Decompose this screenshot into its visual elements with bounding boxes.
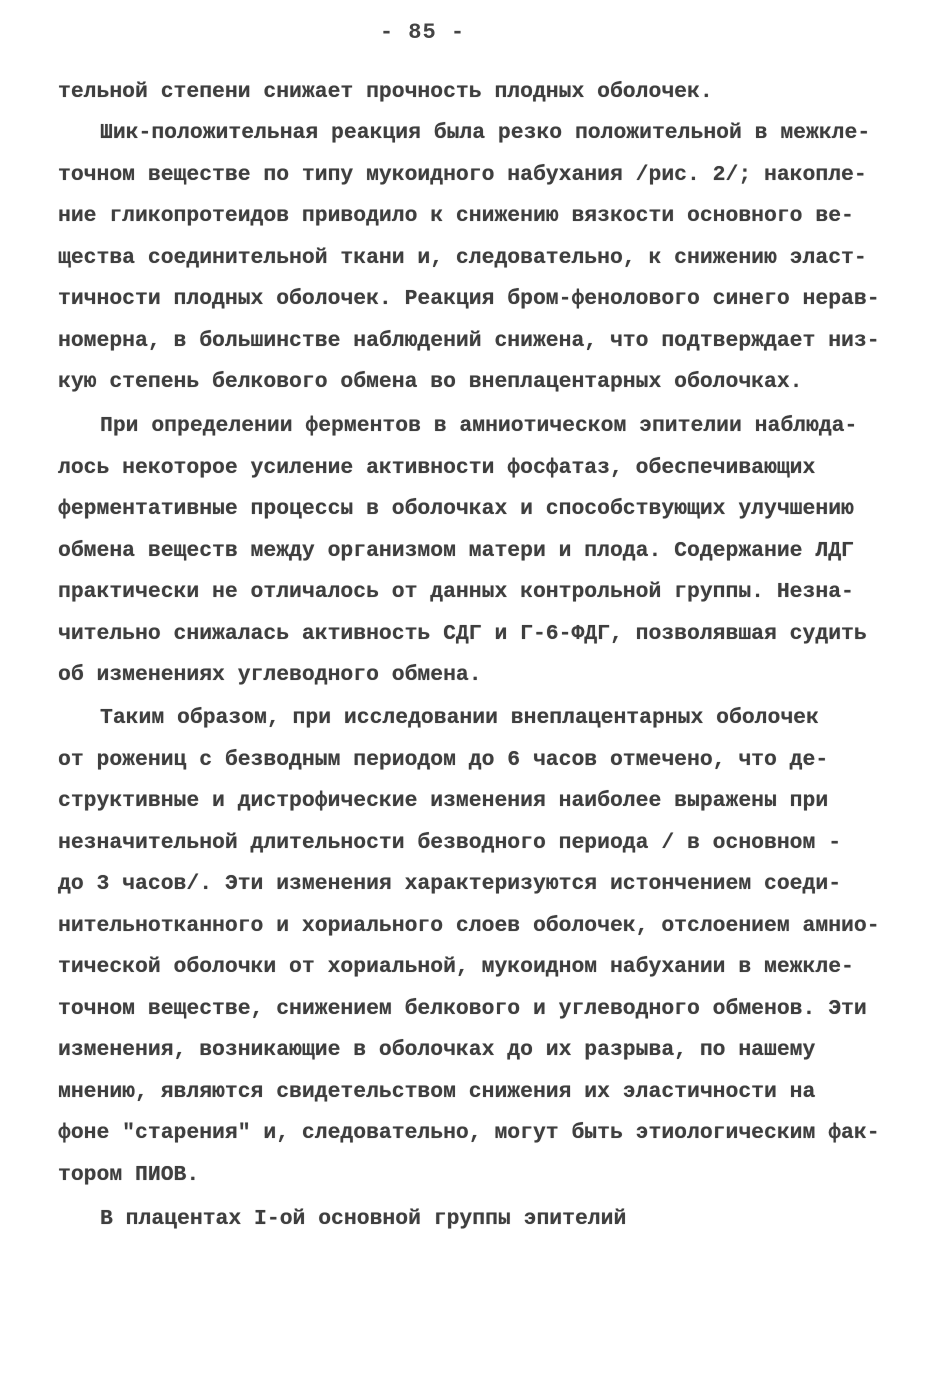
text-line: мнению, являются свидетельством снижения их эластичности на bbox=[58, 1080, 816, 1104]
text-line: тической оболочки от хориальной, мукоидном набухании в межкле- bbox=[58, 955, 854, 979]
text-line: фоне "старения" и, следовательно, могут быть этиологическим фак- bbox=[58, 1121, 880, 1145]
text-line: ние гликопротеидов приводило к снижению вязкости основного ве- bbox=[58, 204, 854, 228]
text-line: тором ПИОВ. bbox=[58, 1163, 200, 1187]
text-line: Шик-положительная реакция была резко положительной в межкле- bbox=[100, 121, 871, 145]
text-line: чительно снижалась активность СДГ и Г-6-ФДГ, позволявшая судить bbox=[58, 622, 867, 646]
text-line: В плацентах I-ой основной группы эпителий bbox=[100, 1207, 627, 1231]
text-line: щества соединительной ткани и, следовательно, к снижению эласт- bbox=[58, 246, 867, 270]
text-line: точном веществе, снижением белкового и углеводного обменов. Эти bbox=[58, 997, 867, 1021]
text-line: При определении ферментов в амниотическом эпителии наблюда- bbox=[100, 414, 858, 438]
text-line: нительнотканного и хориального слоев оболочек, отслоением амнио- bbox=[58, 914, 880, 938]
text-line: об изменениях углеводного обмена. bbox=[58, 663, 482, 687]
text-line: лось некоторое усиление активности фосфатаз, обеспечивающих bbox=[58, 456, 816, 480]
page-number: - 85 - bbox=[379, 20, 466, 45]
text-line: Таким образом, при исследовании внеплацентарных оболочек bbox=[100, 706, 819, 730]
text-line: обмена веществ между организмом матери и плода. Содержание ЛДГ bbox=[58, 539, 854, 563]
text-line: кую степень белкового обмена во внеплацентарных оболочках. bbox=[58, 370, 803, 394]
text-line: до 3 часов/. Эти изменения характеризуются истончением соеди- bbox=[58, 872, 842, 896]
text-line: ферментативные процессы в оболочках и способствующих улучшению bbox=[58, 497, 854, 521]
text-line: тичности плодных оболочек. Реакция бром-фенолового синего нерав- bbox=[58, 287, 880, 311]
text-line: структивные и дистрофические изменения наиболее выражены при bbox=[58, 789, 829, 813]
text-line: практически не отличалось от данных контрольной группы. Незна- bbox=[58, 580, 854, 604]
text-line: от рожениц с безводным периодом до 6 часов отмечено, что де- bbox=[58, 748, 829, 772]
text-line: тельной степени снижает прочность плодных оболочек. bbox=[58, 80, 713, 104]
text-line: точном веществе по типу мукоидного набухания /рис. 2/; накопле- bbox=[58, 163, 867, 187]
text-line: номерна, в большинстве наблюдений снижена, что подтверждает низ- bbox=[58, 329, 880, 353]
text-line: изменения, возникающие в оболочках до их разрыва, по нашему bbox=[58, 1038, 816, 1062]
text-line: незначительной длительности безводного периода / в основном - bbox=[58, 831, 842, 855]
